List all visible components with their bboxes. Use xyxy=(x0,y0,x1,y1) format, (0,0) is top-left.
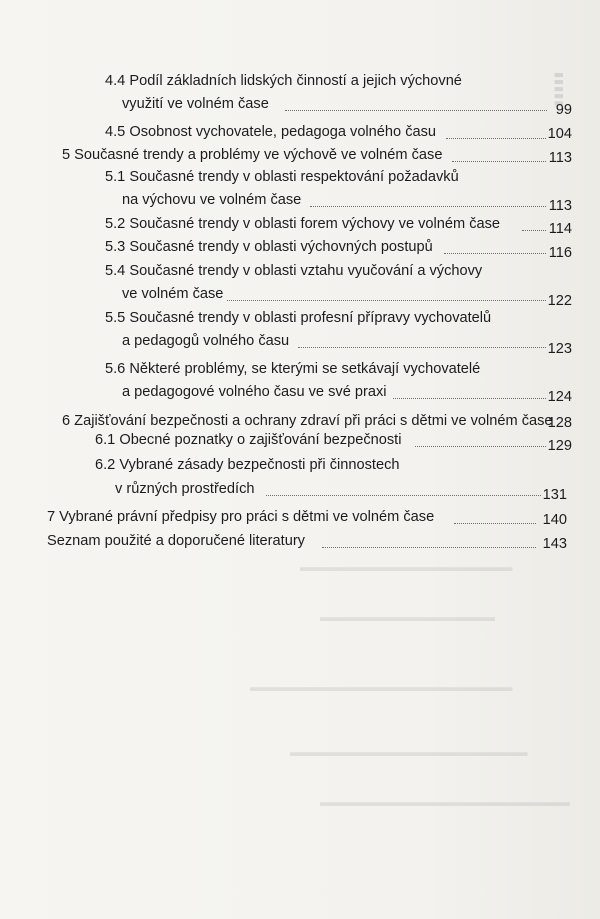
toc-entry-title: 5.5 Současné trendy v oblasti profesní přípravy vychovatelů xyxy=(105,310,492,326)
toc-page-number: 128 xyxy=(547,415,572,431)
toc-entry-title: 6.1 Obecné poznatky o zajišťování bezpečnosti xyxy=(95,432,402,448)
dot-leader xyxy=(415,446,546,447)
toc-page-number: 124 xyxy=(547,389,572,405)
bleed-through-heading: ▮▮▮▮▮ xyxy=(553,72,565,108)
bleed-through-lines: ▬▬▬▬▬▬▬▬▬▬▬▬▬▬▬▬▬▬▬▬▬ xyxy=(250,680,513,694)
toc-chapter-title: 5 Současné trendy a problémy ve výchově ve volném čase xyxy=(62,147,443,163)
dot-leader xyxy=(452,161,546,162)
toc-entry-title: 6.2 Vybrané zásady bezpečnosti při činnostech xyxy=(95,457,400,473)
dot-leader xyxy=(298,347,546,348)
toc-entry-title-cont: a pedagogové volného času ve své praxi xyxy=(122,384,387,400)
toc-entry-title: 4.4 Podíl základních lidských činností a jejich výchovné xyxy=(105,73,462,89)
dot-leader xyxy=(266,495,541,496)
dot-leader xyxy=(446,138,546,139)
toc-entry-title: 5.6 Některé problémy, se kterými se setkávají vychovatelé xyxy=(105,361,481,377)
toc-entry-title-cont: na výchovu ve volném čase xyxy=(122,192,302,208)
toc-page-number: 113 xyxy=(548,198,572,214)
toc-entry-title-cont: a pedagogů volného času xyxy=(122,333,290,349)
toc-page-number: 129 xyxy=(547,438,572,454)
toc-chapter-title: 7 Vybrané právní předpisy pro práci s dětmi ve volném čase xyxy=(47,509,435,525)
dot-leader xyxy=(454,523,536,524)
dot-leader xyxy=(322,547,536,548)
toc-entry-title: 5.3 Současné trendy v oblasti výchovných postupů xyxy=(105,239,433,255)
bleed-through-lines: ▬▬▬▬▬▬▬▬▬▬▬▬▬▬▬▬▬▬▬▬ xyxy=(320,795,570,809)
toc-page-number: 113 xyxy=(548,150,572,166)
toc-entry-title-cont: využití ve volném čase xyxy=(122,96,269,112)
bleed-through-lines: ▬▬▬▬▬▬▬▬▬▬▬▬▬▬ xyxy=(320,610,495,624)
bleed-through-lines: ▬▬▬▬▬▬▬▬▬▬▬▬▬▬▬▬▬ xyxy=(300,560,513,574)
dot-leader xyxy=(393,398,546,399)
toc-chapter-title: 6 Zajišťování bezpečnosti a ochrany zdraví při práci s dětmi ve volném čase xyxy=(62,413,553,429)
toc-page-number: 122 xyxy=(547,293,572,309)
toc-page-number: 99 xyxy=(555,102,572,118)
toc-entry-title: 5.4 Současné trendy v oblasti vztahu vyučování a výchovy xyxy=(105,263,483,279)
toc-entry-title: 5.1 Současné trendy v oblasti respektování požadavků xyxy=(105,169,459,185)
toc-chapter-title: Seznam použité a doporučené literatury xyxy=(47,533,305,549)
toc-entry-title: 4.5 Osobnost vychovatele, pedagoga volného času xyxy=(105,124,437,140)
toc-entry-title-cont: ve volném čase xyxy=(122,286,224,302)
toc-page-number: 123 xyxy=(547,341,572,357)
toc-page-number: 114 xyxy=(548,221,572,237)
toc-page-number: 131 xyxy=(542,487,567,503)
dot-leader xyxy=(285,110,547,111)
toc-page-number: 104 xyxy=(547,126,572,142)
bleed-through-lines: ▬▬▬▬▬▬▬▬▬▬▬▬▬▬▬▬▬▬▬ xyxy=(290,745,528,759)
toc-entry-title: 5.2 Současné trendy v oblasti forem výchovy ve volném čase xyxy=(105,216,501,232)
dot-leader xyxy=(444,253,546,254)
toc-page-number: 140 xyxy=(542,512,567,528)
dot-leader xyxy=(522,230,546,231)
toc-page-number: 116 xyxy=(548,245,572,261)
toc-page-number: 143 xyxy=(542,536,567,552)
dot-leader xyxy=(227,300,546,301)
toc-entry-title-cont: v různých prostředích xyxy=(115,481,255,497)
dot-leader xyxy=(310,206,546,207)
